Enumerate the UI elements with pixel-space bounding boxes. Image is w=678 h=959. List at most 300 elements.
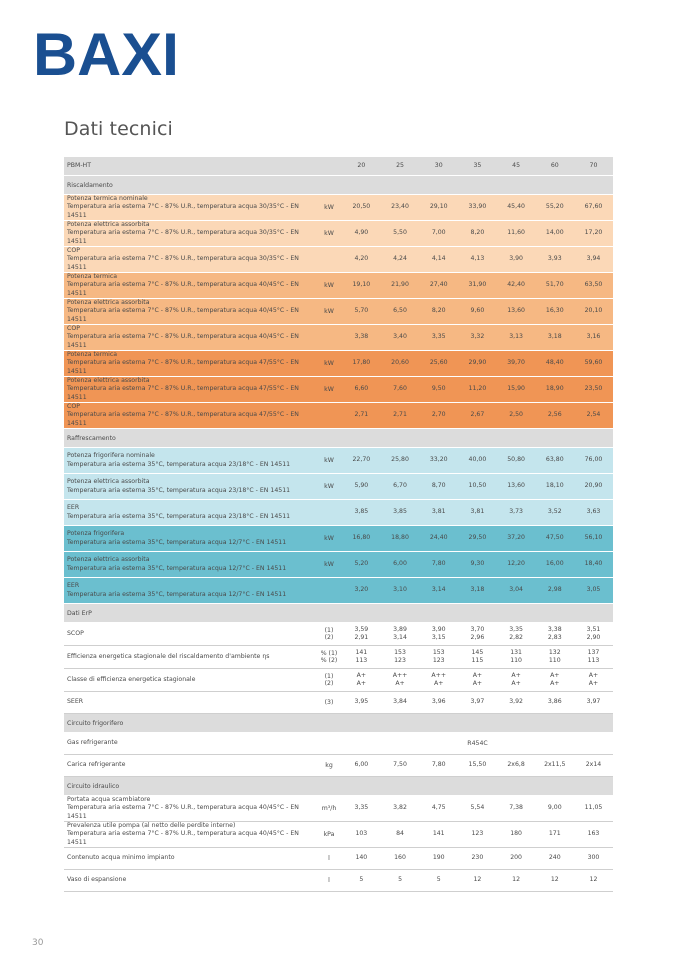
- cell-value: 3,40: [393, 333, 407, 341]
- cell-value: 5: [436, 876, 441, 884]
- cell-value: 8,20: [470, 229, 485, 237]
- value-line: A+: [550, 671, 560, 679]
- header-model: 35: [473, 161, 482, 169]
- value-line: A+: [511, 680, 521, 687]
- cell-value: 67,60: [584, 203, 603, 211]
- cell-value: 3,95: [354, 698, 369, 706]
- cell-value: 48,40: [545, 359, 564, 367]
- row-title: Prevalenza utile pompa (al netto delle perdite interne): [67, 821, 236, 829]
- cell-value: 3,10: [393, 586, 407, 594]
- row-title: EER: [67, 504, 80, 512]
- row-subtitle: Temperatura aria esterna 7°C - 87% U.R., temperatura acqua 30/35°C - EN 14511: [67, 255, 299, 271]
- header-model: 45: [512, 161, 521, 169]
- value-line: 2,91: [354, 634, 369, 641]
- cell-value: 21,90: [391, 281, 409, 289]
- cell-value: 3,14: [431, 586, 446, 594]
- cell-value: 29,10: [429, 203, 448, 211]
- cell-value: 6,00: [393, 560, 407, 568]
- cell-value: [497, 649, 536, 666]
- row-subtitle: Temperatura aria esterna 7°C - 87% U.R., temperatura acqua 30/35°C - EN 14511: [67, 203, 299, 219]
- cell-value: 7,60: [393, 385, 407, 393]
- cell-value: 76,00: [584, 456, 603, 464]
- cell-value: 45,40: [507, 203, 525, 211]
- value-line: 132: [548, 648, 561, 656]
- row-label: [64, 221, 316, 246]
- row-label: [64, 504, 316, 521]
- value-line: A+: [356, 671, 367, 679]
- section-cooling: [64, 429, 613, 448]
- section-title: Circuito idraulico: [67, 782, 120, 790]
- cell-value: 8,70: [431, 482, 446, 490]
- header-model: 20: [357, 161, 366, 169]
- cell-value: 5,20: [354, 560, 369, 568]
- cell-value: 18,90: [545, 385, 564, 393]
- row-unit: kW: [324, 561, 334, 568]
- row-label: [64, 351, 316, 376]
- row-subtitle: Temperatura aria esterna 35°C, temperatura acqua 23/18°C - EN 14511: [67, 512, 291, 520]
- row-unit: kW: [324, 360, 334, 367]
- row-label: SCOP: [67, 629, 84, 637]
- row-label: [64, 403, 316, 428]
- value-line: 141: [355, 648, 368, 656]
- cell-value: 3,20: [354, 586, 369, 594]
- cell-value: 50,80: [507, 456, 525, 464]
- row-subtitle: Temperatura aria esterna 7°C - 87% U.R., temperatura acqua 47/55°C - EN 14511: [67, 385, 299, 401]
- row-unit: [316, 627, 342, 641]
- table-row: [64, 526, 613, 552]
- cell-value: 3,97: [586, 698, 601, 706]
- value-line: 2,82: [509, 634, 523, 641]
- cell-value: 3,96: [431, 698, 446, 706]
- section-hydraulic: [64, 777, 613, 796]
- cell-value: 18,10: [545, 482, 564, 490]
- value-line: 3,70: [470, 625, 485, 633]
- value-line: 123: [394, 657, 406, 664]
- row-unit: m³/h: [321, 805, 337, 812]
- value-line: A+: [356, 680, 367, 687]
- value-line: 3,90: [431, 625, 446, 633]
- cell-value: 11,20: [468, 385, 487, 393]
- table-row: [64, 500, 613, 526]
- cell-value: 3,94: [586, 255, 601, 263]
- cell-value: 2x6,8: [507, 761, 525, 769]
- unit-line: % (2): [320, 657, 338, 664]
- table-row: [64, 247, 613, 273]
- cell-value: 17,20: [584, 229, 603, 237]
- cell-value: 163: [587, 830, 600, 838]
- row-title: Portata acqua scambiatore: [67, 795, 151, 803]
- row-label: Efficienza energetica stagionale del riscaldamento d'ambiente ηs: [67, 652, 270, 660]
- table-row: [64, 578, 613, 604]
- cell-value: 6,60: [354, 385, 369, 393]
- cell-value: 2x14: [585, 761, 602, 769]
- row-unit: l: [328, 855, 330, 862]
- value-line: 3,14: [393, 634, 407, 641]
- row-title: Potenza elettrica assorbita: [67, 556, 150, 564]
- cell-value: 84: [396, 830, 404, 838]
- cell-value: 141: [432, 830, 445, 838]
- row-unit: kW: [324, 483, 334, 490]
- value-line: 115: [471, 657, 484, 664]
- cell-value: [535, 672, 574, 689]
- table-header-row: [64, 157, 613, 176]
- table-row: [64, 377, 613, 403]
- table-row: [64, 403, 613, 429]
- cell-value: 16,00: [545, 560, 564, 568]
- cell-value: 3,81: [470, 508, 485, 516]
- cell-value: 14,00: [545, 229, 564, 237]
- section-title: Dati ErP: [67, 609, 92, 617]
- table-row: [64, 646, 613, 669]
- value-line: 3,38: [547, 625, 562, 633]
- cell-value: 3,38: [354, 333, 369, 341]
- value-line: A+: [511, 671, 521, 679]
- cell-value: 39,70: [507, 359, 525, 367]
- page-number: 30: [32, 938, 44, 948]
- cell-value: 4,14: [431, 255, 446, 263]
- cell-value: 2,67: [470, 411, 485, 419]
- cell-value: 2,70: [431, 411, 446, 419]
- cell-value: 12: [550, 876, 559, 884]
- row-subtitle: Temperatura aria esterna 7°C - 87% U.R., temperatura acqua 47/55°C - EN 14511: [67, 359, 299, 375]
- row-unit: [316, 650, 342, 664]
- row-label: SEER: [67, 698, 84, 706]
- value-line: 3,89: [393, 625, 407, 633]
- cell-value: 42,40: [507, 281, 525, 289]
- header-model: 70: [589, 161, 598, 169]
- table-row: [64, 299, 613, 325]
- cell-value: 3,90: [509, 255, 523, 263]
- cell-value: 5,54: [470, 804, 485, 812]
- value-line: 2,96: [470, 634, 485, 641]
- table-row: [64, 870, 613, 892]
- cell-value: 7,00: [431, 229, 446, 237]
- row-title: COP: [67, 402, 80, 410]
- row-unit: kW: [324, 535, 334, 542]
- unit-line: (1): [324, 673, 334, 680]
- row-title: Potenza frigorifera: [67, 530, 125, 538]
- cell-value: 29,90: [468, 359, 487, 367]
- cell-value: 4,90: [354, 229, 369, 237]
- baxi-logo-graphic: [33, 28, 179, 78]
- cell-value: [574, 672, 613, 689]
- row-title: Potenza frigorifera nominale: [67, 452, 155, 460]
- cell-value: 33,20: [429, 456, 448, 464]
- row-unit: (3): [324, 699, 334, 706]
- table-row: [64, 796, 613, 822]
- cell-value: 3,81: [431, 508, 446, 516]
- cell-value: 12: [589, 876, 598, 884]
- table-row: [64, 552, 613, 578]
- value-line: 123: [432, 657, 445, 664]
- value-line: 145: [471, 648, 484, 656]
- cell-value: 4,13: [470, 255, 485, 263]
- row-label: [64, 796, 316, 821]
- unit-line: (1): [324, 627, 334, 634]
- cell-value: 3,18: [547, 333, 562, 341]
- cell-value: 3,16: [586, 333, 601, 341]
- cell-value: 11,60: [507, 229, 525, 237]
- cell-value: 200: [510, 854, 522, 862]
- cell-value: 3,35: [354, 804, 369, 812]
- row-label: [64, 478, 316, 495]
- cell-value: [497, 626, 536, 643]
- value-line: 113: [587, 657, 600, 664]
- cell-value: [458, 649, 497, 666]
- table-row: [64, 755, 613, 777]
- cell-value: 37,20: [507, 534, 525, 542]
- cell-value: 3,04: [509, 586, 523, 594]
- section-title: Riscaldamento: [67, 181, 113, 189]
- cell-value: 9,50: [431, 385, 446, 393]
- cell-value: 230: [471, 854, 484, 862]
- value-line: 153: [432, 648, 445, 656]
- table-row: [64, 848, 613, 870]
- cell-value: 59,60: [584, 359, 603, 367]
- cell-value: 17,80: [352, 359, 371, 367]
- row-label: [64, 452, 316, 469]
- cell-value: 13,60: [507, 307, 525, 315]
- header-model: 30: [434, 161, 443, 169]
- cell-value: 2,56: [547, 411, 562, 419]
- cell-value: 4,75: [431, 804, 446, 812]
- cell-value: 25,80: [391, 456, 409, 464]
- row-title: Potenza termica: [67, 272, 118, 280]
- cell-value: 7,50: [393, 761, 407, 769]
- cell-value: 12: [512, 876, 521, 884]
- cell-value: 5: [359, 876, 364, 884]
- row-subtitle: Temperatura aria esterna 7°C - 87% U.R., temperatura acqua 40/45°C - EN 14511: [67, 307, 299, 323]
- cell-value: [381, 626, 420, 643]
- cell-value: 3,13: [509, 333, 523, 341]
- table-row: [64, 195, 613, 221]
- cell-value: 103: [355, 830, 368, 838]
- cell-value: 2,71: [354, 411, 369, 419]
- row-subtitle: Temperatura aria esterna 7°C - 87% U.R., temperatura acqua 40/45°C - EN 14511: [67, 281, 299, 297]
- cell-value: 15,50: [468, 761, 487, 769]
- cell-value: 27,40: [429, 281, 448, 289]
- row-unit: kW: [324, 282, 334, 289]
- cell-value: 4,24: [393, 255, 407, 263]
- unit-line: % (1): [320, 650, 338, 657]
- cell-value: 3,97: [470, 698, 485, 706]
- cell-value: 5: [398, 876, 402, 884]
- cell-value: 9,60: [470, 307, 485, 315]
- cell-value: 7,80: [431, 560, 446, 568]
- cell-value: 51,70: [545, 281, 564, 289]
- cell-value: 16,30: [545, 307, 564, 315]
- value-line: 2,83: [547, 634, 562, 641]
- row-label: [64, 325, 316, 350]
- cell-value: 20,90: [584, 482, 603, 490]
- cell-value: [381, 672, 420, 689]
- table-row: [64, 623, 613, 646]
- table-row: [64, 448, 613, 474]
- cell-value: 47,50: [545, 534, 564, 542]
- cell-value: 20,50: [352, 203, 371, 211]
- row-unit: kg: [325, 762, 333, 769]
- row-title: COP: [67, 246, 80, 254]
- cell-value: 5,90: [354, 482, 369, 490]
- cell-value: 5,50: [393, 229, 407, 237]
- table-row: [64, 733, 613, 755]
- cell-value: 9,00: [547, 804, 562, 812]
- row-subtitle: Temperatura aria esterna 7°C - 87% U.R., temperatura acqua 40/45°C - EN 14511: [67, 830, 299, 846]
- row-unit: kW: [324, 230, 334, 237]
- row-title: Potenza termica: [67, 350, 118, 358]
- cell-value: [419, 649, 458, 666]
- cell-value: 23,40: [391, 203, 409, 211]
- row-subtitle: Temperatura aria esterna 35°C, temperatura acqua 12/7°C - EN 14511: [67, 590, 287, 598]
- row-title: EER: [67, 582, 80, 590]
- cell-value: 19,10: [352, 281, 371, 289]
- cell-value: 12: [473, 876, 482, 884]
- row-title: Potenza elettrica assorbita: [67, 298, 150, 306]
- cell-value: 3,18: [470, 586, 485, 594]
- cell-value: 7,80: [431, 761, 446, 769]
- cell-value: 9,30: [470, 560, 485, 568]
- value-line: 3,15: [431, 634, 446, 641]
- cell-value: 3,86: [547, 698, 562, 706]
- cell-value: 6,00: [354, 761, 369, 769]
- cell-value: 190: [432, 854, 445, 862]
- row-label: Gas refrigerante: [67, 739, 118, 747]
- cell-value: 3,05: [586, 586, 601, 594]
- value-line: A+: [472, 671, 483, 679]
- cell-value: 63,50: [584, 281, 603, 289]
- unit-line: (2): [324, 680, 334, 687]
- value-line: A+: [588, 671, 599, 679]
- technical-data-table: [64, 157, 613, 892]
- logo-text: BAXI: [33, 28, 179, 78]
- cell-value: 171: [548, 830, 561, 838]
- table-row: [64, 325, 613, 351]
- cell-value: 40,00: [468, 456, 487, 464]
- cell-value: 18,40: [584, 560, 603, 568]
- cell-value: 12,20: [507, 560, 525, 568]
- cell-value: 15,90: [507, 385, 525, 393]
- cell-value: 11,05: [584, 804, 603, 812]
- row-label: [64, 582, 316, 599]
- row-label: [64, 247, 316, 272]
- value-line: A++: [392, 671, 408, 679]
- cell-value: 3,35: [431, 333, 446, 341]
- cell-value: 3,85: [393, 508, 407, 516]
- row-unit: kPa: [323, 831, 335, 838]
- cell-value: 3,52: [547, 508, 562, 516]
- row-label: [64, 273, 316, 298]
- cell-value: 6,70: [393, 482, 407, 490]
- value-line: 2,90: [586, 634, 601, 641]
- cell-value: [342, 626, 381, 643]
- table-row: [64, 351, 613, 377]
- cell-value: 3,93: [547, 255, 562, 263]
- cell-value: 3,92: [509, 698, 523, 706]
- cell-value: [574, 626, 613, 643]
- cell-value: 24,40: [429, 534, 448, 542]
- header-model: 25: [396, 161, 404, 169]
- cell-value: 3,82: [393, 804, 407, 812]
- row-unit: kW: [324, 204, 334, 211]
- cell-value: 20,10: [584, 307, 603, 315]
- cell-value: 3,63: [586, 508, 601, 516]
- header-label: PBM-HT: [67, 161, 91, 169]
- cell-value: 33,90: [468, 203, 487, 211]
- cell-value: 140: [355, 854, 368, 862]
- cell-value: [574, 649, 613, 666]
- unit-line: (2): [324, 634, 334, 641]
- cell-value: 20,60: [391, 359, 409, 367]
- section-title: Raffrescamento: [67, 434, 116, 442]
- section-heating: [64, 176, 613, 195]
- row-label: [64, 195, 316, 220]
- value-line: A+: [472, 680, 483, 687]
- cell-value: [342, 672, 381, 689]
- table-row: [64, 669, 613, 692]
- page-title: Dati tecnici: [64, 118, 173, 140]
- row-title: Potenza elettrica assorbita: [67, 220, 150, 228]
- section-erp: [64, 604, 613, 623]
- row-subtitle: Temperatura aria esterna 7°C - 87% U.R., temperatura acqua 40/45°C - EN 14511: [67, 333, 299, 349]
- value-line: 3,35: [509, 625, 523, 633]
- table-row: [64, 221, 613, 247]
- cell-value: 23,50: [584, 385, 603, 393]
- row-title: Potenza elettrica assorbita: [67, 478, 150, 486]
- cell-value: 8,20: [431, 307, 446, 315]
- cell-value: [497, 672, 536, 689]
- cell-value: 10,50: [468, 482, 487, 490]
- cell-value: 7,38: [509, 804, 523, 812]
- refrigerant-gas-value: R454C: [467, 740, 488, 747]
- row-title: Potenza elettrica assorbita: [67, 376, 150, 384]
- row-label: [64, 822, 316, 847]
- cell-value: 3,84: [393, 698, 407, 706]
- row-label: [64, 556, 316, 573]
- row-label: Vaso di espansione: [67, 876, 127, 884]
- cell-value: 56,10: [584, 534, 603, 542]
- row-label: [64, 377, 316, 402]
- cell-value: [535, 626, 574, 643]
- baxi-logo: [33, 28, 179, 78]
- cell-value: 22,70: [352, 456, 371, 464]
- cell-value: 13,60: [507, 482, 525, 490]
- row-title: COP: [67, 324, 80, 332]
- cell-value: 6,50: [393, 307, 407, 315]
- row-unit: [316, 673, 342, 687]
- cell-value: 29,50: [468, 534, 487, 542]
- cell-value: [458, 626, 497, 643]
- cell-value: 240: [548, 854, 561, 862]
- cell-value: 3,85: [354, 508, 369, 516]
- cell-value: 63,80: [545, 456, 564, 464]
- cell-value: 25,60: [429, 359, 448, 367]
- cell-value: 180: [510, 830, 522, 838]
- value-line: 110: [510, 657, 522, 664]
- row-unit: kW: [324, 457, 334, 464]
- row-unit: kW: [324, 308, 334, 315]
- cell-value: [342, 649, 381, 666]
- cell-value: 2,98: [547, 586, 562, 594]
- cell-value: 5,70: [354, 307, 369, 315]
- section-title: Circuito frigorifero: [67, 719, 124, 727]
- cell-value: 2,50: [509, 411, 523, 419]
- cell-value: [535, 649, 574, 666]
- cell-value: 2x11,5: [544, 761, 566, 769]
- row-subtitle: Temperatura aria esterna 7°C - 87% U.R., temperatura acqua 40/45°C - EN 14511: [67, 804, 299, 820]
- row-label: Classe di efficienza energetica stagionale: [67, 675, 196, 683]
- value-line: A+: [588, 680, 599, 687]
- table-row: [64, 692, 613, 714]
